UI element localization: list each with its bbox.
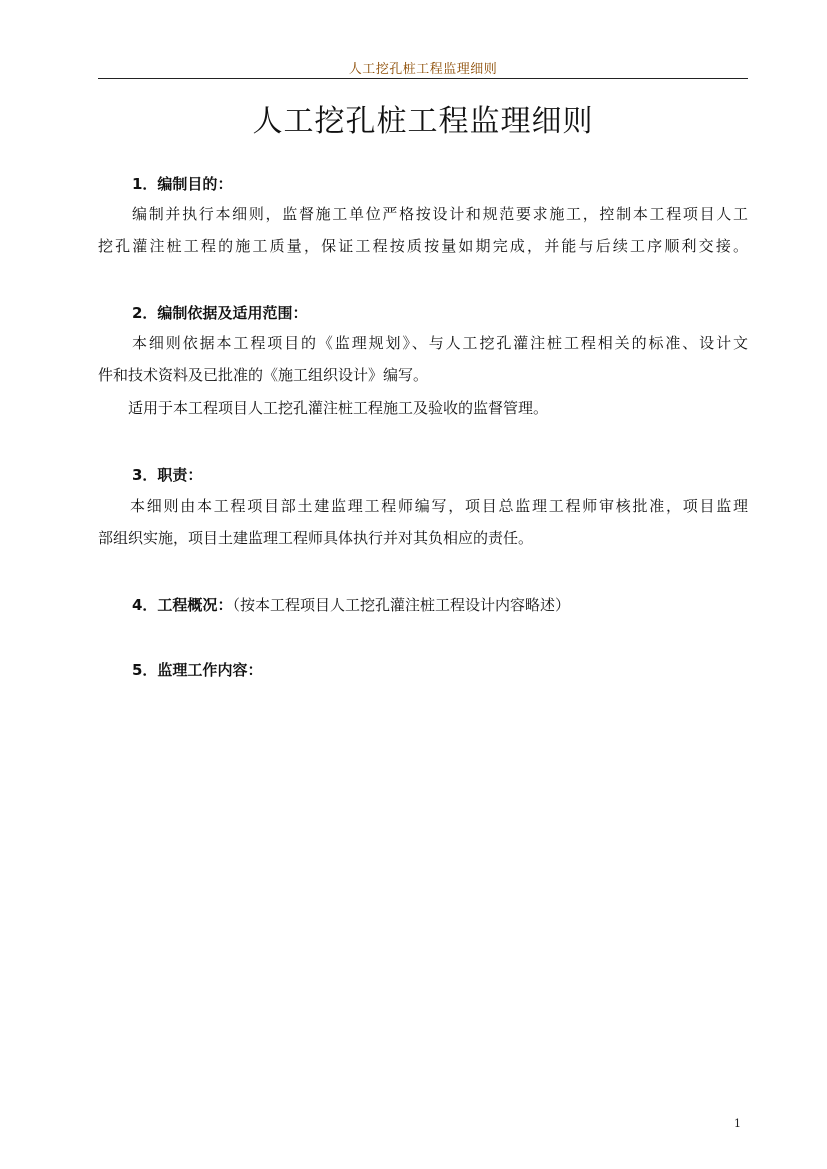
header-divider <box>98 78 748 79</box>
page-number: 1 <box>734 1117 741 1130</box>
section-2-line-2: 件和技术资料及已批准的《施工组织设计》编写。 <box>98 366 429 384</box>
section-3-line-2: 部组织实施，项目土建监理工程师具体执行并对其负相应的责任。 <box>98 529 534 547</box>
section-2-line-1: 本细则依据本工程项目的《监理规划》、与人工挖孔灌注桩工程相关的标准、设计文 <box>132 334 748 352</box>
section-2-heading: 2．编制依据及适用范围： <box>132 304 308 322</box>
document-title: 人工挖孔桩工程监理细则 <box>252 104 594 139</box>
section-4-heading-label: 4．工程概况： <box>132 596 233 614</box>
section-1-heading: 1．编制目的： <box>132 175 233 193</box>
section-1-line-1: 编制并执行本细则，监督施工单位严格按设计和规范要求施工，控制本工程项目人工 <box>132 205 748 223</box>
section-5-heading: 5．监理工作内容： <box>132 661 263 679</box>
section-1-line-2: 挖孔灌注桩工程的施工质量，保证工程按质按量如期完成，并能与后续工序顺利交接。 <box>98 237 748 255</box>
running-header: 人工挖孔桩工程监理细则 <box>348 62 498 77</box>
section-2-line-3: 适用于本工程项目人工挖孔灌注桩工程施工及验收的监督管理。 <box>128 399 549 417</box>
section-3-line-1: 本细则由本工程项目部土建监理工程师编写，项目总监理工程师审核批准，项目监理 <box>130 497 748 515</box>
section-4-note: （按本工程项目人工挖孔灌注桩工程设计内容略述） <box>232 596 570 614</box>
section-3-heading: 3．职责： <box>132 466 203 484</box>
section-4-heading <box>132 594 570 615</box>
